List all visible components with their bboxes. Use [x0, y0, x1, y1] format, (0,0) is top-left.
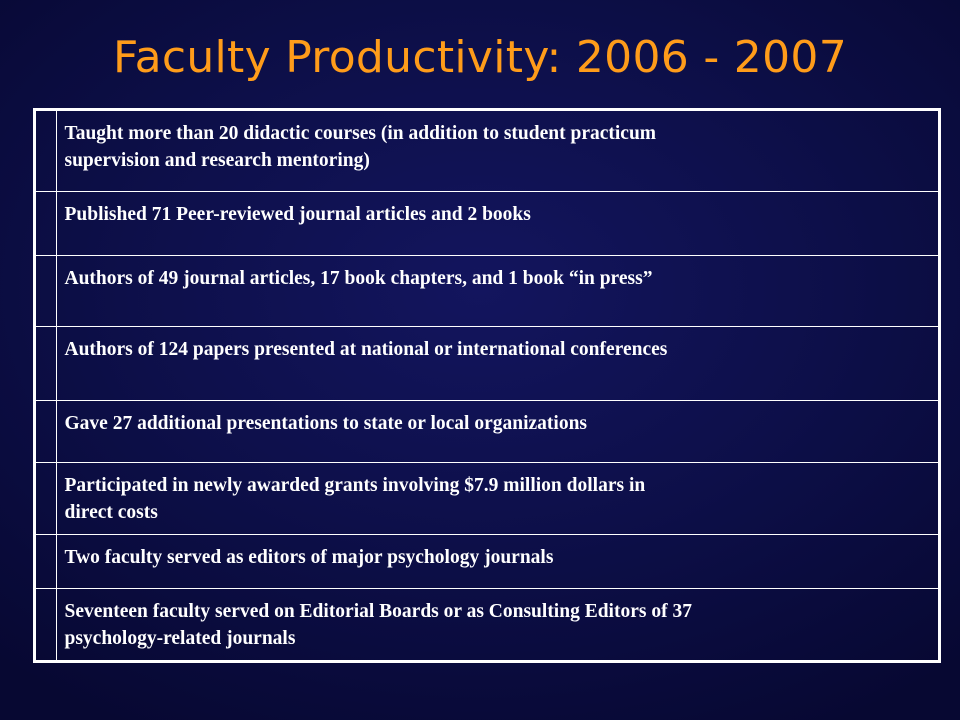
facts-table-frame — [33, 108, 941, 663]
row-marker-cell — [36, 462, 56, 534]
row-marker-cell — [36, 400, 56, 462]
fact-line: Published 71 Peer-reviewed journal articles and 2 books — [64, 203, 531, 225]
fact-line: Participated in newly awarded grants involving $7.9 million dollars in — [64, 474, 646, 496]
fact-line: Seventeen faculty served on Editorial Boards or as Consulting Editors of 37 — [64, 600, 692, 622]
row-marker-cell — [36, 588, 56, 660]
fact-line: Authors of 124 papers presented at national or international conferences — [64, 338, 668, 360]
facts-table — [36, 111, 938, 660]
fact-text — [56, 111, 938, 191]
fact-text — [56, 588, 938, 660]
fact-line: Two faculty served as editors of major psychology journals — [64, 546, 554, 568]
row-marker-cell — [36, 191, 56, 255]
fact-line: Taught more than 20 didactic courses (in addition to student practicum — [64, 123, 657, 144]
fact-line: direct costs — [64, 501, 158, 523]
table-row — [36, 326, 938, 400]
row-marker-cell — [36, 326, 56, 400]
fact-text — [56, 400, 938, 462]
fact-text — [56, 191, 938, 255]
table-row — [36, 400, 938, 462]
row-marker-cell — [36, 255, 56, 326]
table-row — [36, 191, 938, 255]
fact-line: psychology-related journals — [64, 627, 296, 649]
fact-text — [56, 255, 938, 326]
fact-text — [56, 326, 938, 400]
fact-line: supervision and research mentoring) — [64, 150, 370, 171]
fact-text — [56, 462, 938, 534]
table-row — [36, 534, 938, 588]
table-row — [36, 111, 938, 191]
table-row — [36, 588, 938, 660]
row-marker-cell — [36, 111, 56, 191]
row-marker-cell — [36, 534, 56, 588]
fact-text — [56, 534, 938, 588]
fact-line: Authors of 49 journal articles, 17 book chapters, and 1 book “in press” — [64, 267, 653, 289]
slide-title: Faculty Productivity: 2006 - 2007 — [113, 32, 847, 83]
table-row — [36, 462, 938, 534]
fact-line: Gave 27 additional presentations to state or local organizations — [64, 412, 588, 434]
table-row — [36, 255, 938, 326]
